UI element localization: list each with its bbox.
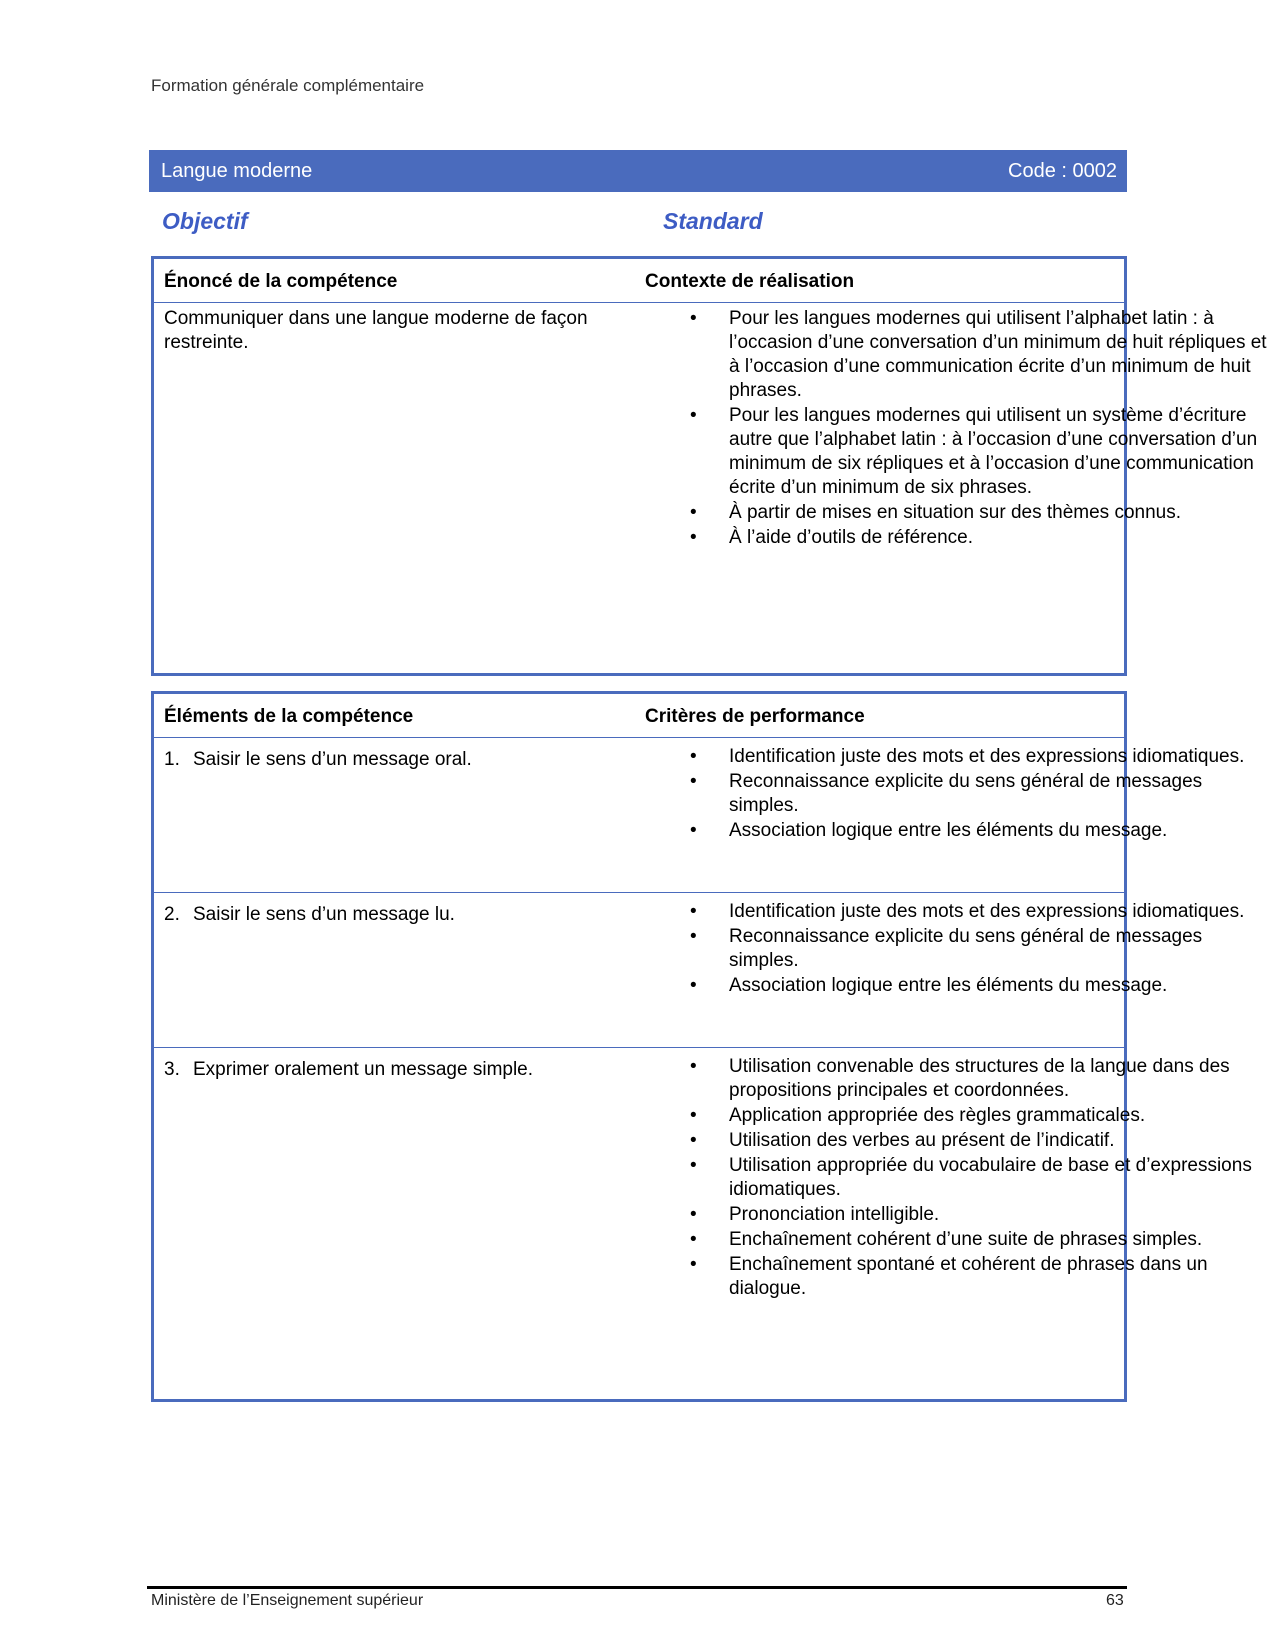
- list-item: • Identification juste des mots et des expressions idiomatiques.: [690, 746, 1245, 767]
- bullet-icon: •: [690, 1056, 697, 1077]
- bullet-icon: •: [690, 1130, 697, 1151]
- criteres-list: [683, 900, 1273, 999]
- element-number: 3.: [164, 1059, 180, 1080]
- elements-table-header: [154, 694, 1124, 738]
- element-text: [164, 1058, 533, 1082]
- bullet-icon: •: [690, 1229, 697, 1250]
- bullet-icon: •: [690, 926, 697, 947]
- objectif-label: Objectif: [162, 208, 248, 234]
- running-header: Formation générale complémentaire: [151, 76, 425, 95]
- header-enonce: Énoncé de la compétence: [164, 271, 398, 292]
- page-number: 63: [1106, 1592, 1124, 1609]
- contexte-list: [683, 307, 1273, 551]
- element-label: Exprimer oralement un message simple.: [193, 1059, 534, 1080]
- element-label: Saisir le sens d’un message oral.: [193, 749, 472, 770]
- header-criteres: Critères de performance: [645, 706, 865, 727]
- list-item: • Association logique entre les éléments du message.: [690, 820, 1168, 841]
- list-item: • À partir de mises en situation sur des thèmes connus.: [690, 502, 1182, 523]
- list-item: • À l’aide d’outils de référence.: [690, 527, 973, 548]
- bullet-icon: •: [690, 1254, 697, 1275]
- element-number: 2.: [164, 904, 180, 925]
- header-contexte: Contexte de réalisation: [645, 271, 855, 292]
- bullet-icon: •: [690, 1155, 697, 1176]
- criteres-list: [683, 1055, 1273, 1302]
- bullet-icon: •: [690, 1105, 697, 1126]
- table-row: [154, 738, 1245, 893]
- bullet-icon: •: [690, 502, 697, 523]
- banner-title: Langue moderne: [161, 159, 313, 182]
- bullet-icon: •: [690, 405, 697, 426]
- footer-ministry: Ministère de l’Enseignement supérieur: [151, 1592, 424, 1609]
- list-item: • Enchaînement cohérent d’une suite de phrases simples.: [690, 1229, 1203, 1250]
- list-item: • Prononciation intelligible.: [690, 1204, 940, 1225]
- list-item: • Application appropriée des règles grammaticales.: [690, 1105, 1146, 1126]
- list-item: • Utilisation appropriée du vocabulaire de base et d’expressions idiomatiques.: [690, 1155, 1252, 1200]
- element-text: [164, 748, 472, 772]
- table-row: [154, 893, 1245, 1048]
- list-item: • Utilisation des verbes au présent de l’indicatif.: [690, 1130, 1115, 1151]
- bullet-icon: •: [690, 820, 697, 841]
- course-banner: [149, 150, 1127, 192]
- competence-table: [151, 256, 1267, 676]
- element-label: Saisir le sens d’un message lu.: [193, 904, 455, 925]
- enonce-text: Communiquer dans une langue moderne de façon restreinte.: [164, 308, 588, 353]
- banner-code: Code : 0002: [1008, 159, 1117, 182]
- list-item: • Utilisation convenable des structures de la langue dans des propositions principales et coordonnées.: [690, 1056, 1230, 1101]
- list-item: • Reconnaissance explicite du sens général de messages simples.: [690, 771, 1203, 816]
- element-number: 1.: [164, 749, 180, 770]
- list-item: • Enchaînement spontané et cohérent de phrases dans un dialogue.: [690, 1254, 1208, 1299]
- bullet-icon: •: [690, 771, 697, 792]
- table-row: [154, 1048, 1252, 1398]
- bullet-icon: •: [690, 746, 697, 767]
- elements-table: [151, 691, 1252, 1402]
- list-item: • Identification juste des mots et des expressions idiomatiques.: [690, 901, 1245, 922]
- list-item: • Reconnaissance explicite du sens général de messages simples.: [690, 926, 1203, 971]
- footer-divider: [147, 1586, 1127, 1589]
- bullet-icon: •: [690, 901, 697, 922]
- competence-table-header: [154, 259, 1124, 303]
- list-item: • Pour les langues modernes qui utilisent l’alphabet latin : à l’occasion d’une conversation d’un minimum de huit répliques et à l’occasion d’une communication écrite d’un minimum de huit phrases.: [690, 308, 1267, 401]
- header-elements: Éléments de la compétence: [164, 706, 414, 727]
- list-item: • Pour les langues modernes qui utilisent un système d’écriture autre que l’alphabet latin : à l’occasion d’une conversation d’un minimum de six répliques et à l’occasion d’une communication écrite d’un minimum de six phrases.: [690, 405, 1258, 498]
- bullet-icon: •: [690, 308, 697, 329]
- criteres-list: [683, 745, 1273, 844]
- bullet-icon: •: [690, 975, 697, 996]
- element-text: [164, 903, 455, 927]
- standard-label: Standard: [663, 208, 763, 234]
- bullet-icon: •: [690, 527, 697, 548]
- list-item: • Association logique entre les éléments du message.: [690, 975, 1168, 996]
- bullet-icon: •: [690, 1204, 697, 1225]
